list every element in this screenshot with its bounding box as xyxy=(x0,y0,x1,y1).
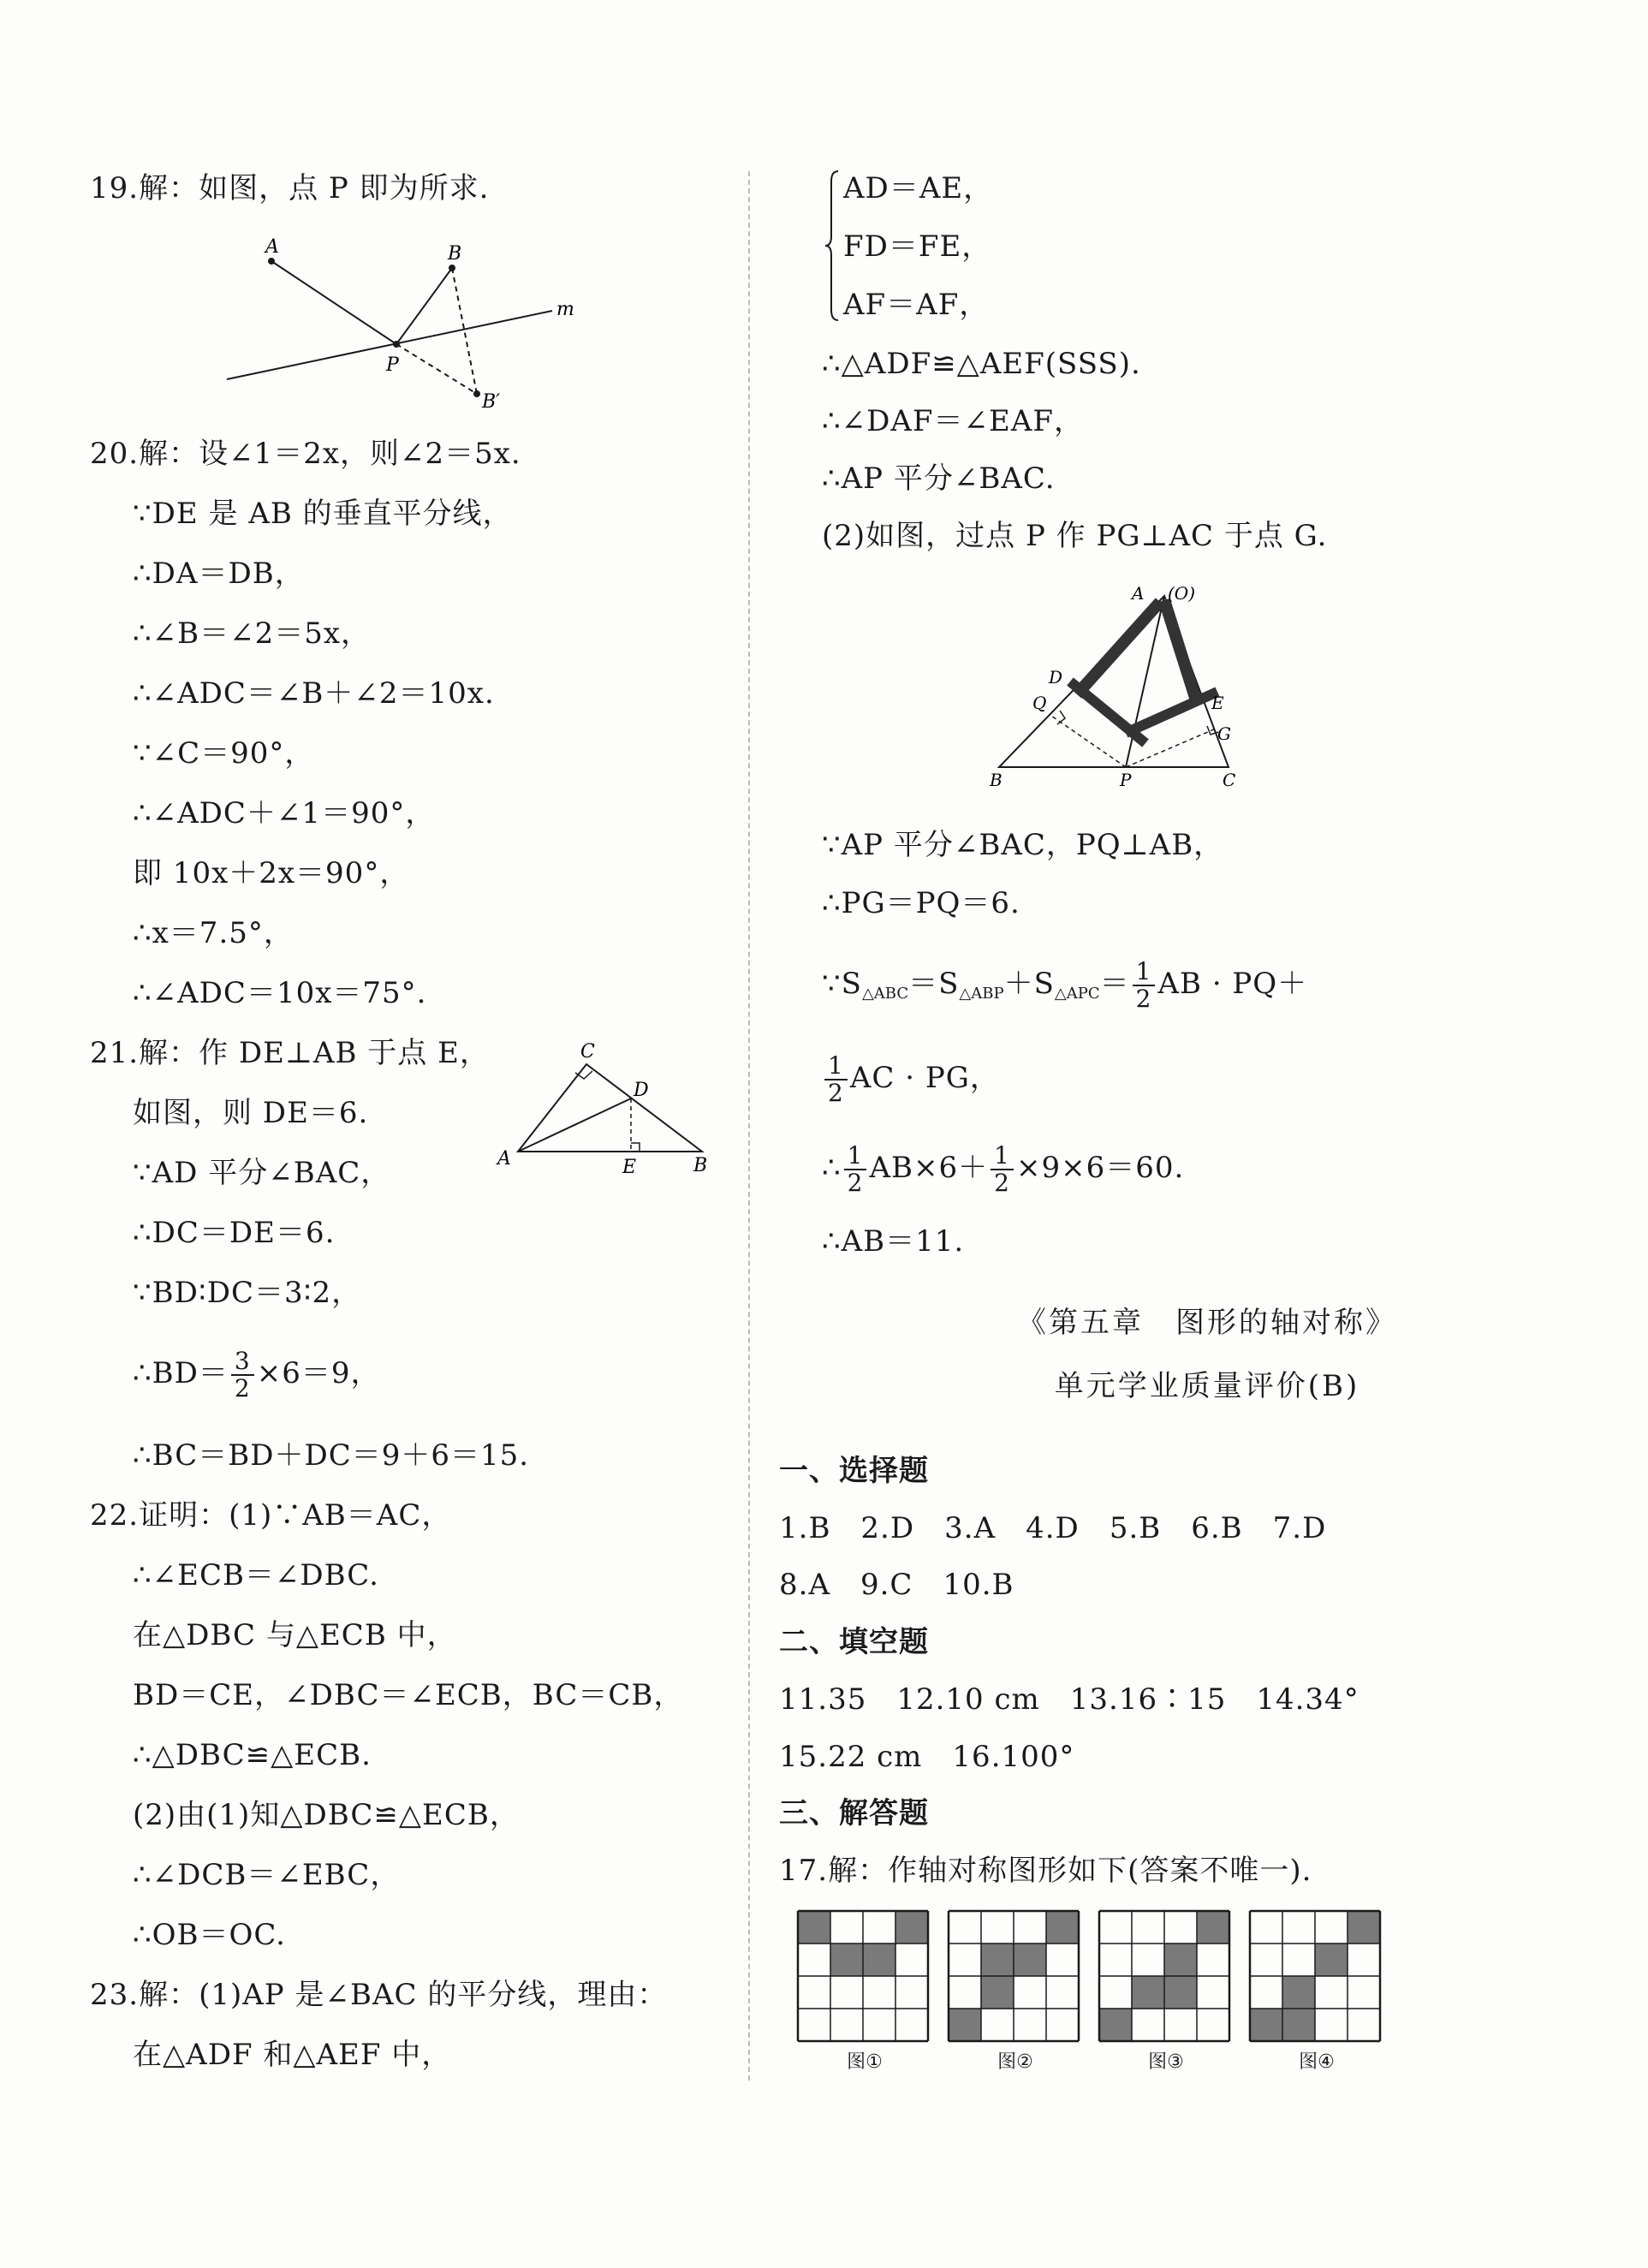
fig19-label-P: P xyxy=(386,354,399,376)
q23-right-line: ∴AP 平分∠BAC. xyxy=(822,461,1056,496)
fraction: $\frac{1}{2}$ xyxy=(824,1053,848,1106)
fig23-label-O: (O) xyxy=(1168,583,1196,604)
fig19-point-A xyxy=(268,258,275,265)
fig23-label-G: G xyxy=(1217,723,1231,744)
grid-figure-4 xyxy=(1250,1911,1380,2041)
q23-right-line: ∴PG＝PQ＝6. xyxy=(822,886,1020,920)
shaded-cell xyxy=(1348,1911,1380,1944)
system-brace xyxy=(824,170,840,322)
q23-right-line: ∴∠DAF＝∠EAF， xyxy=(822,404,1084,438)
grid-label: 图① xyxy=(847,2051,883,2073)
q17-text: 17.解：作轴对称图形如下(答案不唯一). xyxy=(779,1854,1312,1888)
shaded-cell xyxy=(863,1944,895,1976)
q20-line: ∴x＝7.5°， xyxy=(133,916,294,950)
area-formula: $\because S_{\triangle ABC}=S_{\triangle ABP}+S_{\triangle APC}=$ $\frac{1}{2}$ AB · PQ＋ xyxy=(822,957,1308,1013)
shaded-cell xyxy=(1282,1976,1315,2009)
fig19-segment-PBp xyxy=(396,344,477,394)
fig19-point-P xyxy=(393,341,400,348)
section-heading: 三、解答题 xyxy=(779,1796,929,1830)
q20-line: ∴∠ADC＋∠1＝90°， xyxy=(133,796,436,830)
fig21-label-C: C xyxy=(580,1041,595,1063)
fig19-point-Bp xyxy=(473,390,480,397)
fill-answers: 11.35 12.10 cm 13.16∶15 14.34° xyxy=(779,1682,1359,1717)
q22-line: ∴∠ECB＝∠DBC. xyxy=(133,1558,379,1592)
shaded-cell xyxy=(1197,1911,1229,1944)
fig19-label-Bp: B′ xyxy=(482,391,501,413)
fig19-segment-AP xyxy=(271,261,396,344)
q20-line: ∴∠B＝∠2＝5x， xyxy=(133,616,372,651)
fig21-diagram xyxy=(492,1036,723,1182)
fig21-label-E: E xyxy=(622,1157,637,1178)
shaded-cell xyxy=(1046,1911,1079,1944)
shaded-cell xyxy=(981,1976,1014,2009)
q19-text: 19.解：如图，点 P 即为所求. xyxy=(90,171,490,205)
shaded-cell xyxy=(1132,1976,1164,2009)
q22-line: ∴∠DCB＝∠EBC， xyxy=(133,1858,401,1892)
q20-line: 即 10x＋2x＝90°， xyxy=(133,856,410,890)
fig23-label-E: E xyxy=(1211,693,1224,713)
q23-right-line: ∴△ADF≌△AEF(SSS). xyxy=(822,347,1141,381)
fraction: $\frac{1}{2}$ xyxy=(844,1143,867,1196)
area-formula-cont: $\frac{1}{2}$ AC · PG， xyxy=(822,1053,1000,1106)
shaded-cell xyxy=(981,1944,1014,1976)
fig23-label-D: D xyxy=(1049,667,1063,688)
calc-line: ∴ $\frac{1}{2}$ AB×6＋ $\frac{1}{2}$ ×9×6＝60. xyxy=(822,1141,1185,1197)
shaded-cell xyxy=(949,2009,981,2041)
section-heading: 一、选择题 xyxy=(779,1454,929,1488)
fig23-label-C: C xyxy=(1223,770,1236,790)
shaded-cell xyxy=(1014,1944,1046,1976)
q20-line: ∵∠C＝90°， xyxy=(133,736,315,771)
q23-right-line: (2)如图，过点 P 作 PG⊥AC 于点 G. xyxy=(822,519,1328,553)
q21-line: ∴BC＝BD＋DC＝9＋6＝15. xyxy=(133,1438,530,1473)
q20-line: ∴DA＝DB， xyxy=(133,557,305,591)
fig23-label-P: P xyxy=(1120,770,1132,790)
system-line: AF＝AF， xyxy=(843,288,990,322)
q20-line: ∴∠ADC＝∠B＋∠2＝10x. xyxy=(133,676,495,711)
shaded-cell xyxy=(1315,1944,1348,1976)
grid-figure-2 xyxy=(949,1911,1079,2041)
choice-answers: 8.A 9.C 10.B xyxy=(779,1568,1014,1602)
fig19-label-A: A xyxy=(265,236,279,258)
system-line: FD＝FE， xyxy=(843,229,992,264)
q20-line: ∵DE 是 AB 的垂直平分线， xyxy=(133,497,513,531)
q21-line: ∵AD 平分∠BAC， xyxy=(133,1156,391,1190)
q23-line: 在△ADF 和△AEF 中， xyxy=(133,2038,452,2072)
fig19-point-B xyxy=(449,265,455,271)
q22-line: BD＝CE，∠DBC＝∠ECB，BC＝CB， xyxy=(133,1678,684,1712)
grid-label: 图④ xyxy=(1299,2051,1335,2073)
fig21-label-B: B xyxy=(693,1155,708,1176)
shaded-cell xyxy=(830,1944,863,1976)
shaded-cell xyxy=(895,1911,928,1944)
choice-answers: 1.B 2.D 3.A 4.D 5.B 6.B 7.D xyxy=(779,1511,1327,1545)
fraction: $\frac{1}{2}$ xyxy=(1133,959,1156,1012)
shaded-cell xyxy=(1164,1944,1197,1976)
column-divider xyxy=(748,171,750,2080)
shaded-cell xyxy=(1164,1976,1197,2009)
shaded-cell xyxy=(1282,2009,1315,2041)
fill-answers: 15.22 cm 16.100° xyxy=(779,1740,1075,1774)
q23-right-line: ∵AP 平分∠BAC，PQ⊥AB， xyxy=(822,828,1224,862)
q22-line: ∴OB＝OC. xyxy=(133,1918,286,1952)
fig23-diagram xyxy=(985,572,1267,803)
grid-figures xyxy=(796,1909,1395,2046)
fig19-label-m: m xyxy=(556,299,574,320)
section-heading: 二、填空题 xyxy=(779,1625,929,1659)
shaded-cell xyxy=(1250,2009,1282,2041)
system-line: AD＝AE， xyxy=(843,171,994,205)
grid-figure-3 xyxy=(1099,1911,1229,2041)
unit-title: 单元学业质量评价(B) xyxy=(1054,1369,1360,1403)
q20-line: ∴∠ADC＝10x＝75°. xyxy=(133,976,427,1010)
q23-line: 23.解：(1)AP 是∠BAC 的平分线，理由： xyxy=(90,1978,668,2012)
fig23-label-A: A xyxy=(1132,583,1145,604)
fig19-diagram xyxy=(218,231,578,415)
q21-line: 如图，则 DE＝6. xyxy=(133,1096,369,1130)
q21-line: 21.解：作 DE⊥AB 于点 E， xyxy=(90,1036,490,1070)
q20-line: 20.解：设∠1＝2x，则∠2＝5x. xyxy=(90,437,521,471)
q21-fraction-line: ∴BD＝ $\frac{3}{2}$ ×6＝9， xyxy=(133,1347,381,1402)
q22-line: (2)由(1)知△DBC≌△ECB， xyxy=(133,1798,520,1832)
shaded-cell xyxy=(1099,2009,1132,2041)
fig23-label-Q: Q xyxy=(1032,693,1047,713)
grid-figure-1 xyxy=(798,1911,928,2041)
q21-line: ∵BD∶DC＝3∶2， xyxy=(133,1276,362,1310)
grid-label: 图③ xyxy=(1148,2051,1184,2073)
chapter-title: 《第五章 图形的轴对称》 xyxy=(1017,1306,1397,1340)
fraction: $\frac{3}{2}$ xyxy=(231,1348,254,1402)
q22-line: 22.证明：(1)∵AB＝AC， xyxy=(90,1498,452,1533)
grid-label: 图② xyxy=(997,2051,1033,2073)
q22-line: 在△DBC 与△ECB 中， xyxy=(133,1618,457,1652)
q22-line: ∴△DBC≌△ECB. xyxy=(133,1738,372,1772)
shaded-cell xyxy=(798,1911,830,1944)
fig21-label-D: D xyxy=(634,1080,649,1101)
fig23-label-B: B xyxy=(990,770,1002,790)
fig19-segment-BP xyxy=(396,268,452,344)
fig19-label-B: B xyxy=(448,243,462,265)
fraction: $\frac{1}{2}$ xyxy=(991,1143,1014,1196)
q21-line: ∴DC＝DE＝6. xyxy=(133,1216,336,1250)
fig21-label-A: A xyxy=(497,1148,511,1170)
q23-answer: ∴AB＝11. xyxy=(822,1224,965,1259)
